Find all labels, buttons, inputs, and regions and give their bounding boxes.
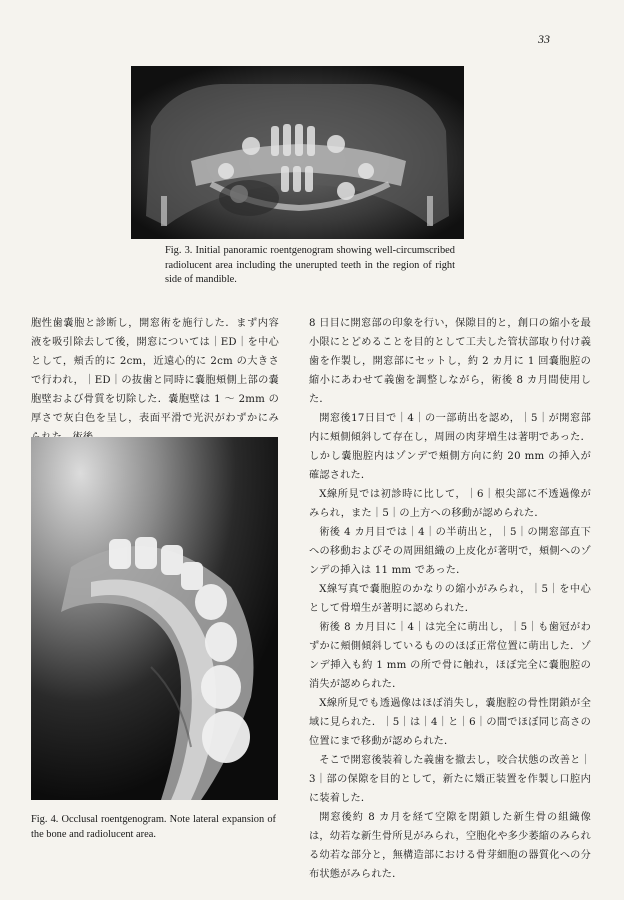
paragraph: 開窓後約 8 カ月を経て空隙を閉鎖した新生骨の組織像は，幼若な新生骨所見がみられ，空胞化や多少萎縮のみられる幼若な部分と，無構造部における骨芽細胞の器質化への分布状態がみられた． (309, 812, 591, 880)
figure3-caption-text: Initial panoramic roentgenogram showing well-circumscribed radiolucent area including the unerupted teeth in the region of right side of mandible. (165, 245, 455, 285)
figure4-caption (31, 812, 276, 842)
paragraph: 開窓後17日目で｜4｜の一部萌出を認め，｜5｜が開窓部内に頬側傾斜して存在し，周囲の肉芽増生は著明であった．しかし嚢胞腔内はゾンデで頬側方向に約 20 mm の挿入が確認された． (309, 413, 591, 481)
page-number: 33 (538, 32, 550, 46)
figure4-label: Fig. 4. (31, 814, 59, 825)
right-column-text (309, 314, 591, 884)
paragraph: そこで開窓後装着した義歯を撤去し，咬合状態の改善と｜3｜部の保隙を目的として，新たに矯正装置を作製し口腔内に装着した． (309, 755, 591, 804)
figure3-caption (165, 244, 455, 288)
figure4-caption-text: Occlusal roentgenogram. Note lateral expansion of the bone and radiolucent area. (31, 814, 276, 840)
paragraph: 術後 8 カ月目に｜4｜は完全に萌出し，｜5｜も歯冠がわずかに頬側傾斜しているもののほぼ正常位置に萌出した．ゾンデ挿入も約 1 mm の所で骨に触れ，ほぼ完全に嚢胞腔の消失が認められた． (309, 622, 591, 690)
paragraph: X線所見でも透過像はほぼ消失し，嚢胞腔の骨性閉鎖が全域に見られた．｜5｜は｜4｜と｜6｜の間でほぼ同じ高さの位置にまで移動が認められた． (309, 698, 591, 747)
paragraph: X線写真で嚢胞腔のかなりの縮小がみられ，｜5｜を中心として骨増生が著明に認められた． (309, 584, 591, 614)
left-column-text (31, 314, 279, 447)
figure3-label: Fig. 3. (165, 245, 193, 256)
paragraph: 胞性歯嚢胞と診断し，開窓術を施行した．まず内容液を吸引除去して後，開窓については｜ED｜を中心として，頬舌的に 2cm，近遠心的に 2cm の大きさで行われ，｜ED｜の抜歯と同時に嚢胞頬側上部の嚢胞壁および骨質を切除した．嚢胞壁は 1 ～ 2mm の厚さで灰白色を呈し，表面平滑で光沢がわずかにみ (31, 318, 279, 424)
paragraph: 8 日目に開窓部の印象を行い，保隙目的と，創口の縮小を最小限にとどめることを目的として工夫した管状部取り付け義歯を作製し，開窓部にセットし，約 2 カ月に 1 回嚢胞腔の縮小にあわせて義歯を調整しながら，術後 8 カ月間使用した． (309, 318, 591, 405)
paragraph: X線所見では初診時に比して，｜6｜根尖部に不透過像がみられ，また｜5｜の上方への移動が認められた． (309, 489, 591, 519)
panoramic-radiograph (131, 66, 464, 239)
occlusal-radiograph (31, 437, 278, 800)
paragraph: 術後 4 カ月目では｜4｜の半萌出と，｜5｜の開窓部直下への移動およびその周囲組織の上皮化が著明で，頬側へのゾンデの挿入は 11 mm であった． (309, 527, 591, 576)
